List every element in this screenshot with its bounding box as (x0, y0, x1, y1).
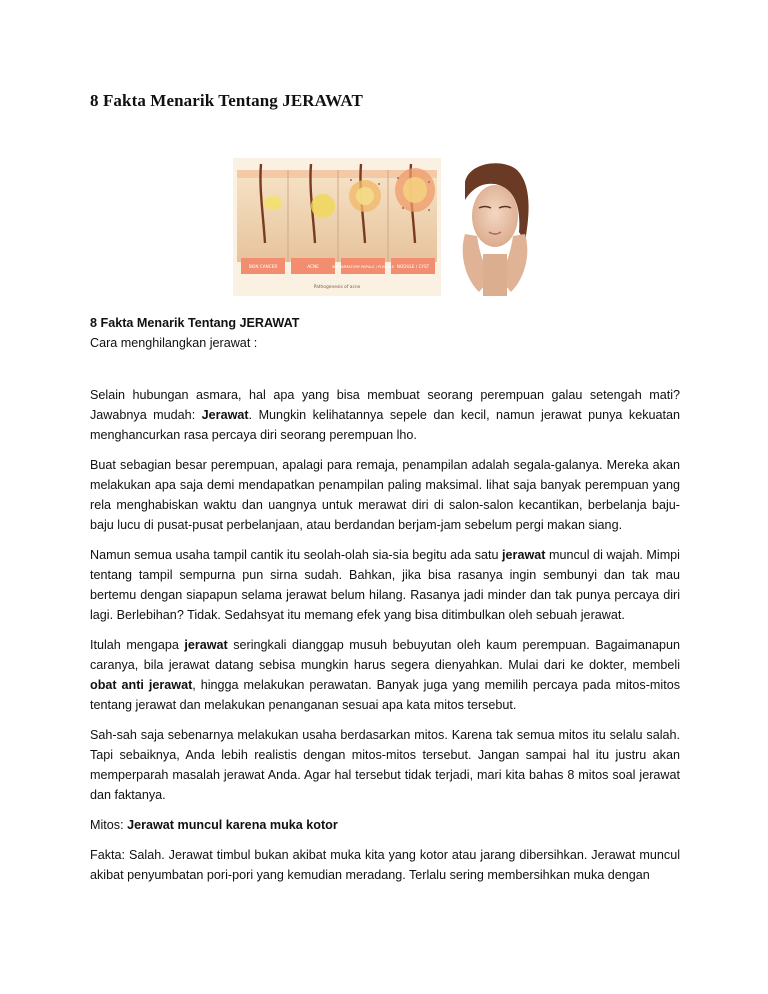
panel-label-1: SKIN CANCER (248, 264, 278, 269)
figure-caption: Pathogenesis of acne (313, 285, 361, 290)
paragraph-5: Sah-sah saja sebenarnya melakukan usaha berdasarkan mitos. Karena tak semua mitos itu selalu salah. Tapi sebaiknya, Anda lebih realistis dengan mitos-mitos tersebut. Jangan sampai hal itu justru akan memperparah masalah jerawat Anda. Agar hal tersebut tidak terjadi, mari kita bahas 8 mitos soal jerawat dan faktanya. (90, 728, 680, 802)
myth-title: Jerawat muncul karena muka kotor (127, 818, 338, 832)
paragraph-1: Selain hubungan asmara, hal apa yang bisa membuat seorang perempuan galau setengah mati? Jawabnya mudah: Jerawat. Mungkin kelihatannya sepele dan kecil, namun jerawat punya kekuatan menghancurkan rasa percaya diri seorang perempuan lho. (90, 388, 681, 442)
woman-photo (441, 158, 537, 296)
keyword-jerawat: Jerawat (201, 408, 249, 422)
article-subtitle: 8 Fakta Menarik Tentang JERAWAT (90, 316, 300, 330)
panel-label-4: NODULE / CYST (396, 264, 430, 269)
paragraph-4: Itulah mengapa jerawat seringkali dianggap musuh bebuyutan oleh kaum perempuan. Bagaimanapun caranya, bila jerawat datang sebisa mungkin harus segera dienyahkan. Mulai dari ke dokter, membeli obat anti jerawat, hingga melakukan perawatan. Banyak juga yang memilih percaya pada mitos-mitos tentang jerawat dan melakukan penanganan sesuai apa kata mitos tersebut. (90, 638, 681, 712)
myth-heading: Mitos: Jerawat muncul karena muka kotor (90, 818, 338, 832)
article-lead: Cara menghilangkan jerawat : (90, 336, 258, 350)
panel-label-3: INFLAMMATORY PAPULE / PUSTULE (331, 265, 395, 269)
document-title: 8 Fakta Menarik Tentang JERAWAT (90, 91, 363, 110)
fact-paragraph: Fakta: Salah. Jerawat timbul bukan akibat muka kita yang kotor atau jarang dibersihkan. Jerawat muncul akibat penyumbatan pori-pori yang kemudian meradang. Terlalu sering membersihkan muka dengan (90, 848, 680, 882)
article-body (90, 313, 680, 895)
panel-label-2: ACNE (307, 264, 319, 269)
header-figure (233, 158, 537, 296)
paragraph-2: Buat sebagian besar perempuan, apalagi para remaja, penampilan adalah segala-galanya. Mereka akan melakukan apa saja demi mendapatkan penampilan paling maksimal. lihat saja banyak perempuan yang rela menghabiskan waktu dan uangnya untuk merawat diri di salon-salon kecantikan, berbelanja baju-baju lucu di pusat-pusat perbelanjaan, atau berdandan berjam-jam sebelum pergi makan siang. (90, 458, 680, 532)
keyword-obat-anti-jerawat: obat anti jerawat (90, 678, 193, 692)
keyword-jerawat: jerawat (184, 638, 228, 652)
keyword-jerawat: jerawat (502, 548, 546, 562)
acne-illustration (233, 158, 537, 296)
skin-diagram (233, 158, 441, 296)
paragraph-3: Namun semua usaha tampil cantik itu seolah-olah sia-sia begitu ada satu jerawat muncul di wajah. Mimpi tentang tampil sempurna pun sirna sudah. Bahkan, jika bisa rasanya ingin sembunyi dan tak mau bertemu dengan siapapun selama jerawat belum hilang. Rasanya jadi minder dan tak punya percaya diri lagi. Berlebihan? Tidak. Sedahsyat itu memang efek yang bisa ditimbulkan oleh sebuah jerawat. (90, 548, 680, 622)
